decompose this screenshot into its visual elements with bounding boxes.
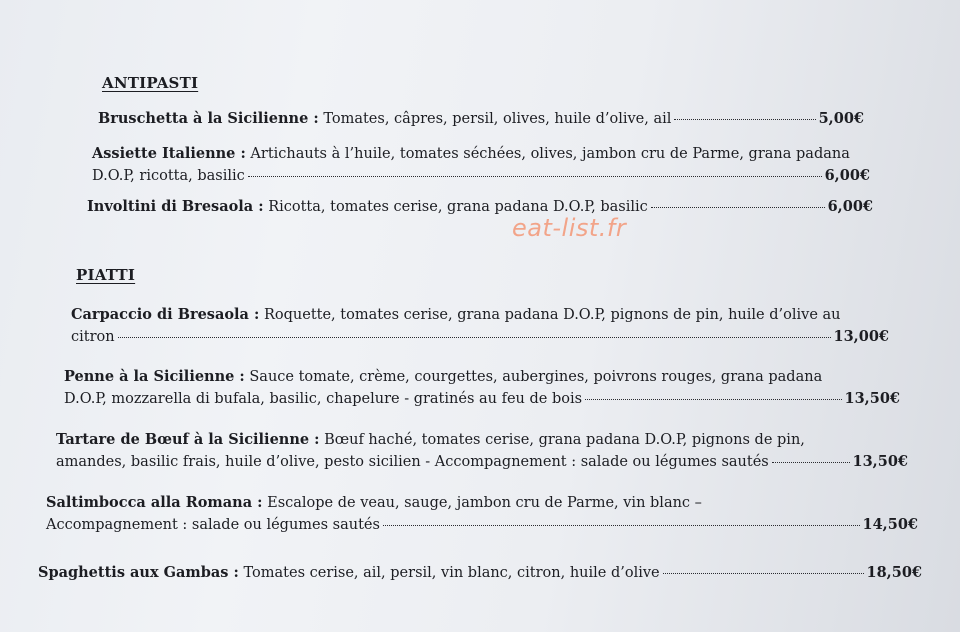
- item-description: Artichauts à l’huile, tomates séchées, olives, jambon cru de Parme, grana padana: [250, 146, 850, 162]
- item-name: Carpaccio di Bresaola :: [71, 306, 260, 323]
- item-name: Spaghettis aux Gambas :: [38, 564, 239, 581]
- item-price: 18,50€: [866, 564, 922, 581]
- menu-item-saltimbocca: [46, 492, 918, 536]
- item-price: 13,50€: [844, 390, 900, 407]
- item-name: Saltimbocca alla Romana :: [46, 494, 263, 511]
- item-description-continued: amandes, basilic frais, huile d’olive, pesto sicilien - Accompagnement : salade ou légumes sautés: [56, 454, 769, 470]
- item-description: Roquette, tomates cerise, grana padana D.O.P, pignons de pin, huile d’olive au: [263, 307, 841, 323]
- menu-item-involtini: [87, 196, 873, 218]
- item-description-continued: citron: [71, 329, 115, 345]
- item-name: Involtini di Bresaola :: [87, 198, 264, 215]
- item-description: Tomates, câpres, persil, olives, huile d’olive, ail: [323, 111, 672, 127]
- item-name: Bruschetta à la Sicilienne :: [98, 110, 319, 127]
- section-title-piatti: PIATTI: [76, 266, 136, 284]
- item-price: 13,50€: [852, 453, 908, 470]
- menu-item-carpaccio: [71, 304, 889, 348]
- item-name: Penne à la Sicilienne :: [64, 368, 245, 385]
- item-description: Ricotta, tomates cerise, grana padana D.O.P, basilic: [268, 199, 648, 215]
- item-price: 13,00€: [833, 328, 889, 345]
- item-description-continued: Accompagnement : salade ou légumes sautés: [46, 517, 380, 533]
- item-description: Sauce tomate, crème, courgettes, aubergines, poivrons rouges, grana padana: [249, 369, 823, 385]
- item-price: 5,00€: [818, 110, 864, 127]
- section-title-antipasti: ANTIPASTI: [102, 74, 199, 92]
- menu-item-assiette-italienne: [92, 143, 870, 187]
- dot-leader: [118, 337, 831, 338]
- item-name: Assiette Italienne :: [92, 145, 246, 162]
- menu-item-spaghettis: [38, 562, 922, 584]
- item-price: 14,50€: [862, 516, 918, 533]
- dot-leader: [585, 399, 841, 400]
- item-description: Escalope de veau, sauge, jambon cru de Parme, vin blanc –: [267, 495, 702, 511]
- dot-leader: [772, 462, 850, 463]
- dot-leader: [383, 525, 860, 526]
- dot-leader: [663, 573, 864, 574]
- item-name: Tartare de Bœuf à la Sicilienne :: [56, 431, 320, 448]
- menu-item-bruschetta: [98, 108, 864, 130]
- item-description: Bœuf haché, tomates cerise, grana padana D.O.P, pignons de pin,: [324, 432, 805, 448]
- menu-item-penne: [64, 366, 900, 410]
- dot-leader: [651, 207, 825, 208]
- item-price: 6,00€: [827, 198, 873, 215]
- item-price: 6,00€: [824, 167, 870, 184]
- item-description: Tomates cerise, ail, persil, vin blanc, citron, huile d’olive: [243, 565, 660, 581]
- watermark: eat-list.fr: [512, 214, 627, 242]
- item-description-continued: D.O.P, ricotta, basilic: [92, 168, 245, 184]
- dot-leader: [248, 176, 822, 177]
- item-description-continued: D.O.P, mozzarella di bufala, basilic, chapelure - gratinés au feu de bois: [64, 391, 583, 407]
- menu-item-tartare: [56, 429, 908, 473]
- dot-leader: [674, 119, 815, 120]
